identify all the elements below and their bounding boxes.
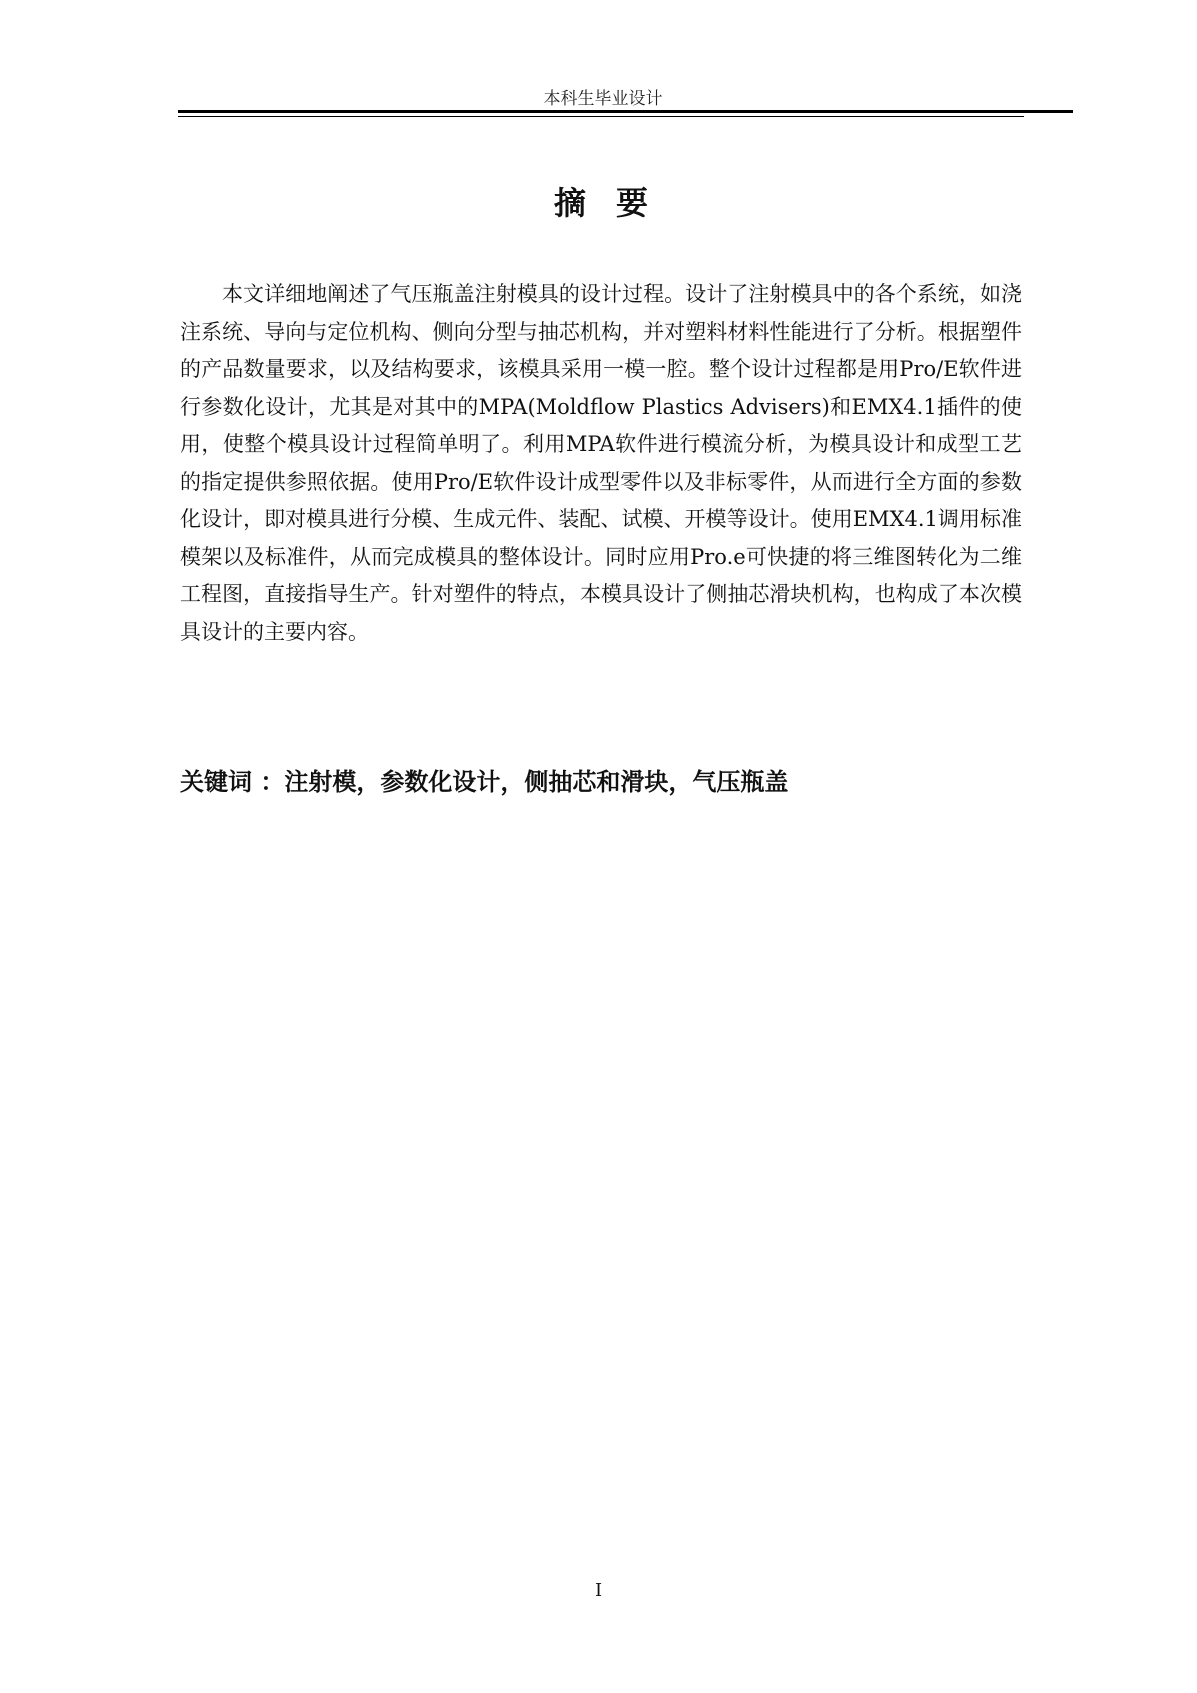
abstract-body: 本文详细地阐述了气压瓶盖注射模具的设计过程。设计了注射模具中的各个系统，如浇注系统、导向与定位机构、侧向分型与抽芯机构，并对塑料材料性能进行了分析。根据塑件的产品数量要求，以及结构要求，该模具采用一模一腔。整个设计过程都是用Pro/E软件进行参数化设计，尤其是对其中的MPA(Moldflow Plastics Advisers)和EMX4.1插件的使用，使整个模具设计过程简单明了。利用MPA软件进行模流分析，为模具设计和成型工艺的指定提供参照依据。使用Pro/E软件设计成型零件以及非标零件，从而进行全方面的参数化设计，即对模具进行分模、生成元件、装配、试模、开模等设计。使用EMX4.1调用标准模架以及标准件，从而完成模具的整体设计。同时应用Pro.e可快捷的将三维图转化为二维工程图，直接指导生产。针对塑件的特点，本模具设计了侧抽芯滑块机构，也构成了本次模具设计的主要内容。 <box>180 282 1022 644</box>
header-rule-thin <box>178 116 1024 117</box>
keywords-line <box>180 762 1026 797</box>
page-number: I <box>594 1580 603 1601</box>
keywords-text: ：注射模，参数化设计，侧抽芯和滑块，气压瓶盖 <box>260 768 789 796</box>
running-header: 本科生毕业设计 <box>543 89 663 109</box>
abstract-title: 摘要 <box>553 184 678 222</box>
header-rule-thick <box>178 110 1073 113</box>
keywords-label: 关键词 <box>180 768 252 796</box>
